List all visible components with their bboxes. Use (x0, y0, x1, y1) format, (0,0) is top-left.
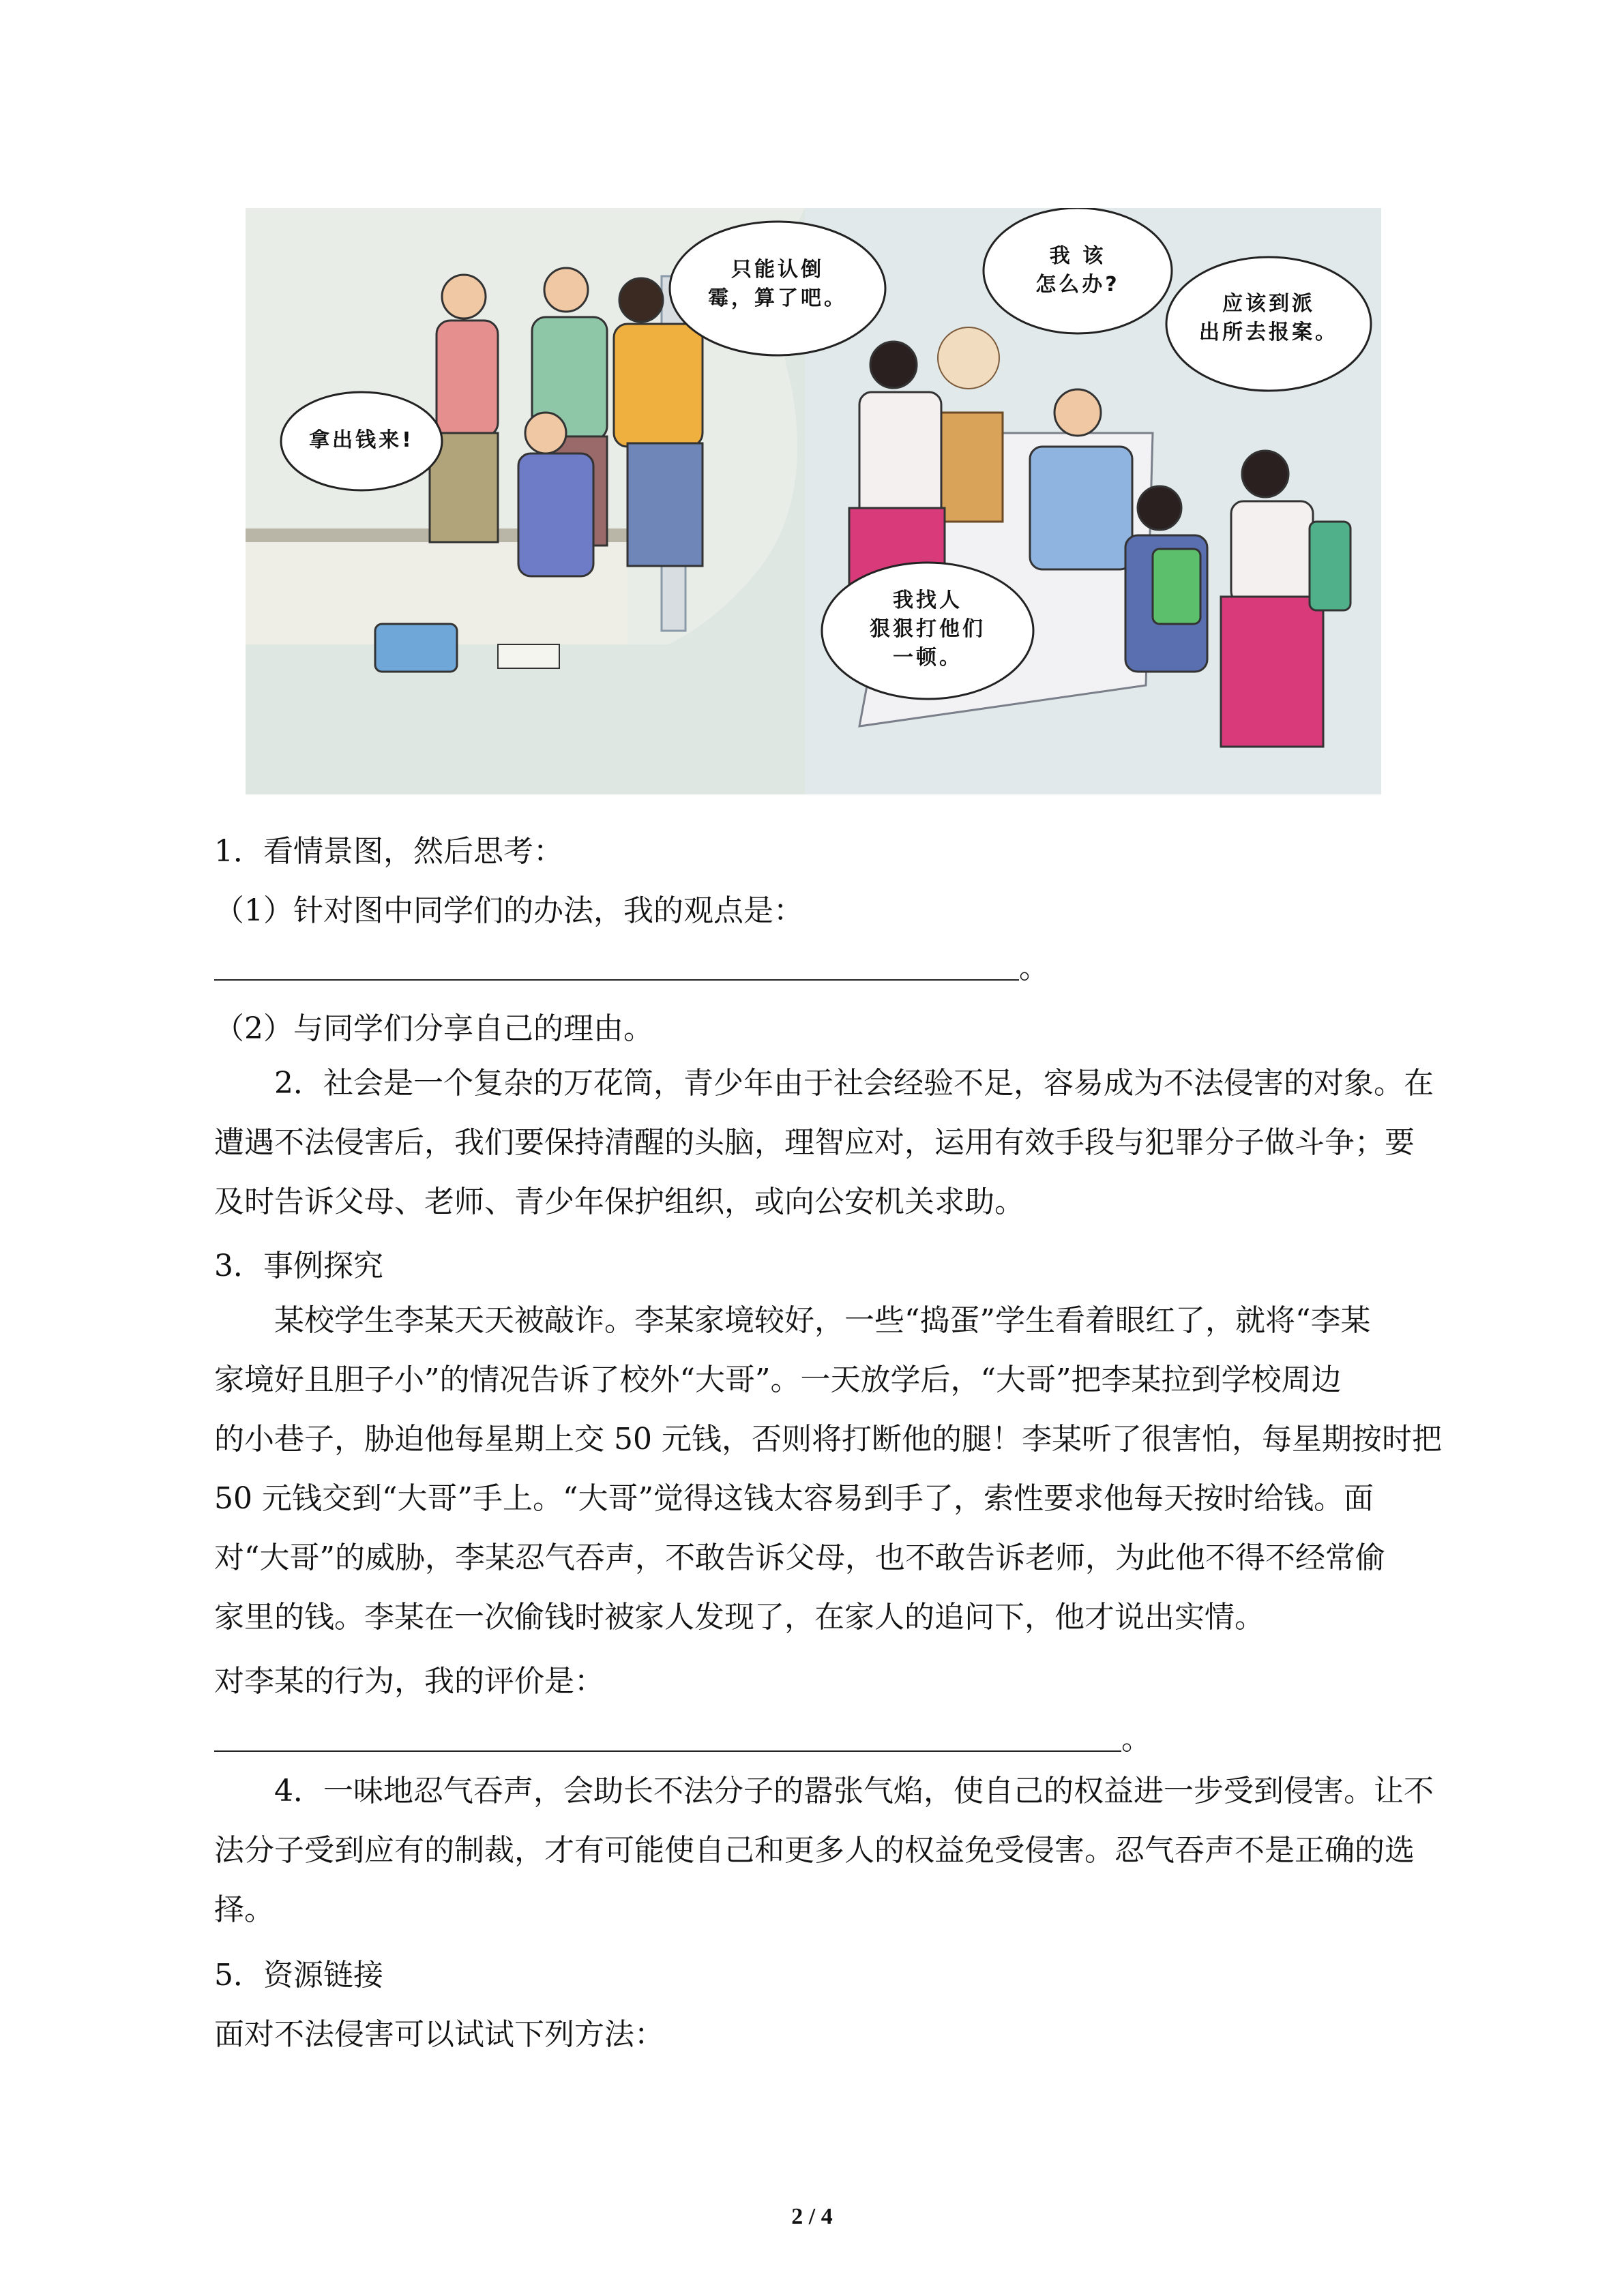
bubble-text-robber: 拿出钱来! (309, 428, 414, 452)
case-line-5: 对“大哥”的威胁，李某忍气吞声，不敢告诉父母，也不敢告诉老师，为此他不得不经常偷 (214, 1540, 1385, 1575)
q1-answer-line[interactable] (214, 979, 1019, 981)
case-line-1: 某校学生李某天天被敲诈。李某家境较好，一些“捣蛋”学生看着眼红了，就将“李某 (274, 1303, 1371, 1338)
eval-prompt: 对李某的行为，我的评价是： (214, 1664, 604, 1699)
scene-illustration (246, 208, 1381, 794)
case-paragraph (214, 1291, 1543, 1647)
p2-line-2: 遭遇不法侵害后，我们要保持清醒的头脑，理智应对，运用有效手段与犯罪分子做斗争；要 (214, 1125, 1415, 1160)
q1-sub2: （2）与同学们分享自己的理由。 (214, 1011, 653, 1046)
eval-answer-line[interactable] (214, 1750, 1121, 1752)
p2-line-3: 及时告诉父母、老师、青少年保护组织，或向公安机关求助。 (214, 1184, 1024, 1219)
q5-intro: 面对不法侵害可以试试下列方法： (214, 2017, 664, 2052)
p2-line-1: 2．社会是一个复杂的万花筒，青少年由于社会经验不足，容易成为不法侵害的对象。在 (274, 1066, 1434, 1101)
q1-title: 1．看情景图，然后思考： (214, 834, 563, 869)
case-line-6: 家里的钱。李某在一次偷钱时被家人发现了，在家人的追问下，他才说出实情。 (214, 1600, 1265, 1635)
paragraph-4 (214, 1761, 1543, 1939)
p4-line-3: 择。 (214, 1892, 274, 1927)
p4-line-1: 4．一味地忍气吞声，会助长不法分子的嚣张气焰，使自己的权益进一步受到侵害。让不 (274, 1774, 1434, 1808)
bubble-text-girl-left: 只能认倒 霉，算了吧。 (708, 258, 847, 310)
q3-title: 3．事例探究 (214, 1249, 383, 1283)
bubble-text-girl-right: 应该到派 出所去报案。 (1199, 292, 1338, 344)
case-line-4: 50 元钱交到“大哥”手上。“大哥”觉得这钱太容易到手了，索性要求他每天按时给钱。面 (214, 1481, 1374, 1516)
page-number: 2 / 4 (791, 2204, 833, 2229)
case-line-3: 的小巷子，胁迫他每星期上交 50 元钱，否则将打断他的腿！李某听了很害怕，每星期按时把 (214, 1422, 1442, 1457)
q1-sub1: （1）针对图中同学们的办法，我的观点是： (214, 893, 803, 928)
p4-line-2: 法分子受到应有的制裁，才有可能使自己和更多人的权益免受侵害。忍气吞声不是正确的选 (214, 1833, 1415, 1868)
bubble-text-patient: 我 该 怎么办? (1035, 244, 1120, 297)
q1-blank-end: 。 (1019, 951, 1049, 985)
q5-title: 5．资源链接 (214, 1958, 383, 1993)
case-line-2: 家境好且胆子小”的情况告诉了校外“大哥”。一天放学后，“大哥”把李某拉到学校周边 (214, 1362, 1342, 1397)
paragraph-2 (214, 1054, 1543, 1232)
eval-blank-end: 。 (1121, 1722, 1151, 1757)
bubble-text-boy: 我找人 狠狠打他们 一顿。 (870, 588, 986, 670)
